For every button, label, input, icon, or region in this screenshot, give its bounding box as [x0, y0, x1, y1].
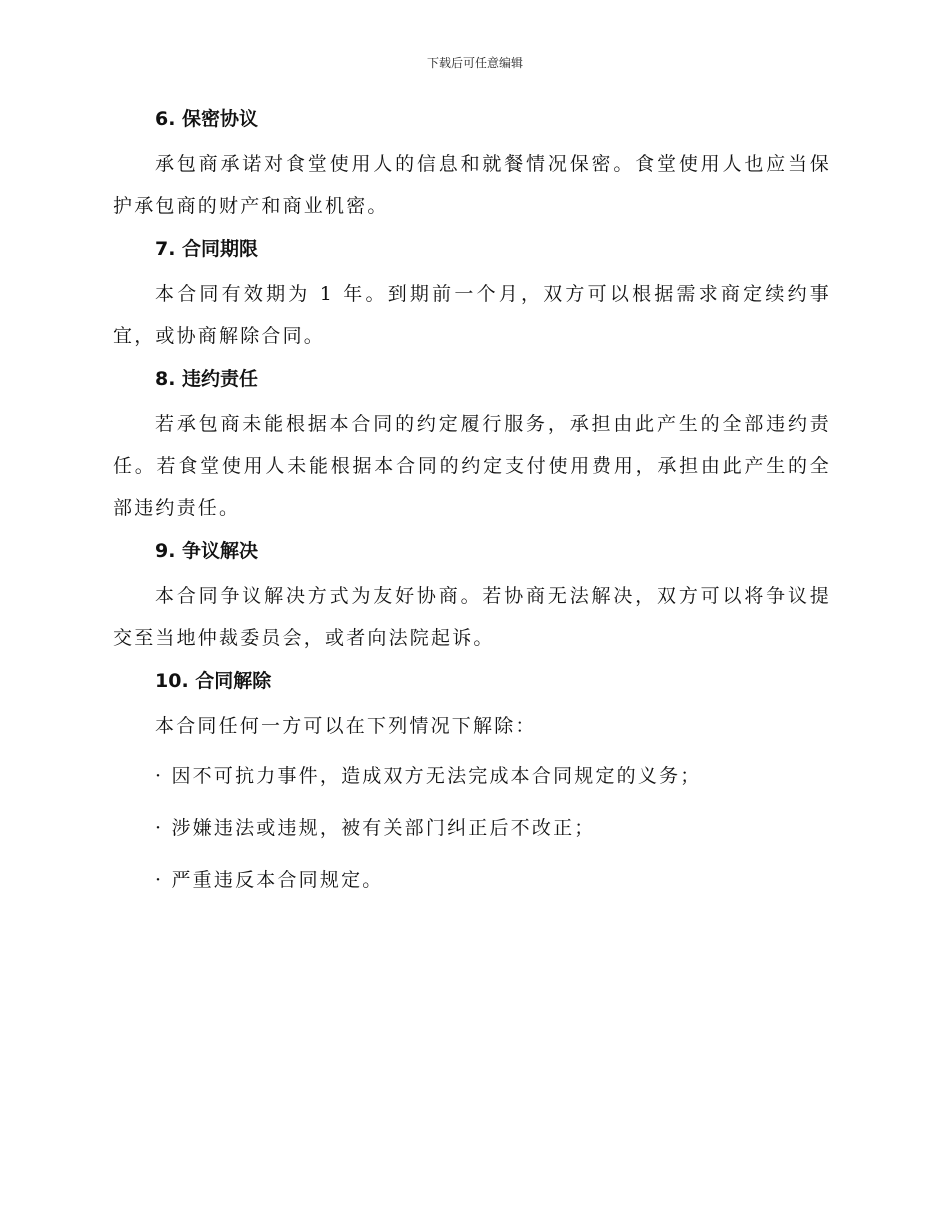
section-heading: 7. 合同期限 [155, 238, 259, 260]
section-dispute-resolution [113, 537, 831, 659]
list-item: · 严重违反本合同规定。 [155, 869, 384, 891]
section-paragraph: 本合同任何一方可以在下列情况下解除： [155, 715, 537, 737]
section-paragraph: 本合同争议解决方式为友好协商。若协商无法解决，双方可以将争议提交至当地仲裁委员会，或者向法院起诉。 [113, 585, 831, 649]
section-contract-term [113, 235, 831, 357]
section-paragraph: 若承包商未能根据本合同的约定履行服务，承担由此产生的全部违约责任。若食堂使用人未能根据本合同的约定支付使用费用，承担由此产生的全部违约责任。 [113, 413, 831, 519]
list-item: · 涉嫌违法或违规，被有关部门纠正后不改正； [155, 817, 596, 839]
section-heading: 9. 争议解决 [155, 540, 259, 562]
section-heading: 8. 违约责任 [155, 368, 259, 390]
section-paragraph: 本合同有效期为 1 年。到期前一个月，双方可以根据需求商定续约事宜，或协商解除合同。 [113, 283, 831, 347]
section-termination [113, 667, 831, 901]
section-confidentiality [113, 105, 831, 227]
page-header-note: 下载后可任意编辑 [426, 56, 523, 70]
section-heading: 10. 合同解除 [155, 670, 272, 692]
section-heading: 6. 保密协议 [155, 108, 259, 130]
list-item: · 因不可抗力事件，造成双方无法完成本合同规定的义务； [155, 765, 702, 787]
section-paragraph: 承包商承诺对食堂使用人的信息和就餐情况保密。食堂使用人也应当保护承包商的财产和商业机密。 [113, 153, 831, 217]
document-content [113, 105, 831, 911]
section-breach-liability [113, 365, 831, 529]
